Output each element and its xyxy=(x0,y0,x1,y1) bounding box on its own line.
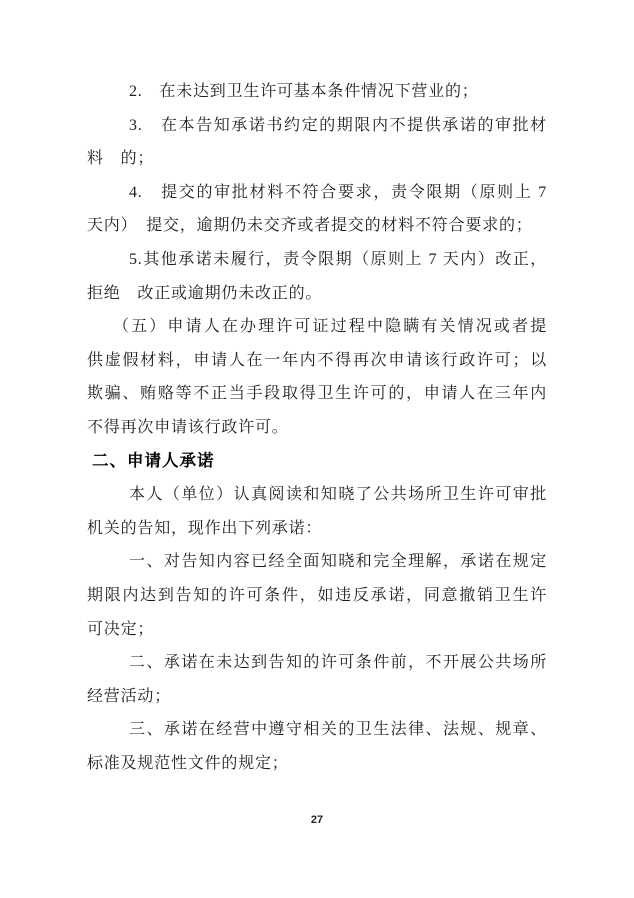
text-line: 机关的告知，现作出下列承诺： xyxy=(87,519,323,537)
text-line: （五）申请人在办理许可证过程中隐瞒有关情况或者提 xyxy=(113,318,547,336)
text-line: 标准及规范性文件的规定； xyxy=(87,754,289,772)
text-line: 2. 在未达到卫生许可基本条件情况下营业的； xyxy=(129,83,479,100)
section-heading-block xyxy=(87,445,547,479)
text-line: 供虚假材料，申请人在一年内不得再次申请该行政许可；以 xyxy=(87,351,547,369)
text-line: 一、对告知内容已经全面知晓和完全理解，承诺在规定 xyxy=(129,553,547,571)
text-line: 不得再次申请该行政许可。 xyxy=(87,418,289,436)
text-line: 3. 在本告知承诺书约定的期限内不提供承诺的审批材 xyxy=(129,116,547,134)
text-line: 期限内达到告知的许可条件，如违反承诺，同意撤销卫生许 xyxy=(87,586,547,604)
section-heading: 二、申请人承诺 xyxy=(92,451,215,470)
text-line: 拒绝 改正或逾期仍未改正的。 xyxy=(87,284,323,302)
text-line: 经营活动； xyxy=(87,687,172,705)
paragraph-promise-3 xyxy=(87,713,547,780)
paragraph-intro xyxy=(87,478,547,545)
text-line: 5.其他承诺未履行，责令限期（原则上 7 天内）改正， xyxy=(129,250,547,268)
paragraph-promise-1 xyxy=(87,545,547,646)
paragraph-item-5 xyxy=(87,243,547,310)
text-line: 欺骗、贿赂等不正当手段取得卫生许可的，申请人在三年内 xyxy=(87,385,547,403)
document-body xyxy=(87,75,547,780)
text-line: 二、承诺在未达到告知的许可条件前，不开展公共场所 xyxy=(129,654,547,672)
text-line: 三、承诺在经营中遵守相关的卫生法律、法规、规章、 xyxy=(129,721,547,739)
text-line: 天内） 提交，逾期仍未交齐或者提交的材料不符合要求的； xyxy=(87,217,533,235)
text-line: 料 的； xyxy=(87,150,155,168)
paragraph-section-5 xyxy=(87,310,547,444)
paragraph-promise-2 xyxy=(87,646,547,713)
paragraph-item-2 xyxy=(87,75,547,109)
paragraph-item-3 xyxy=(87,109,547,176)
page-number: 27 xyxy=(310,814,324,826)
paragraph-item-4 xyxy=(87,176,547,243)
text-line: 可决定； xyxy=(87,620,155,638)
text-line: 本人（单位）认真阅读和知晓了公共场所卫生许可审批 xyxy=(129,486,547,504)
text-line: 4. 提交的审批材料不符合要求，责令限期（原则上 7 xyxy=(129,183,547,201)
